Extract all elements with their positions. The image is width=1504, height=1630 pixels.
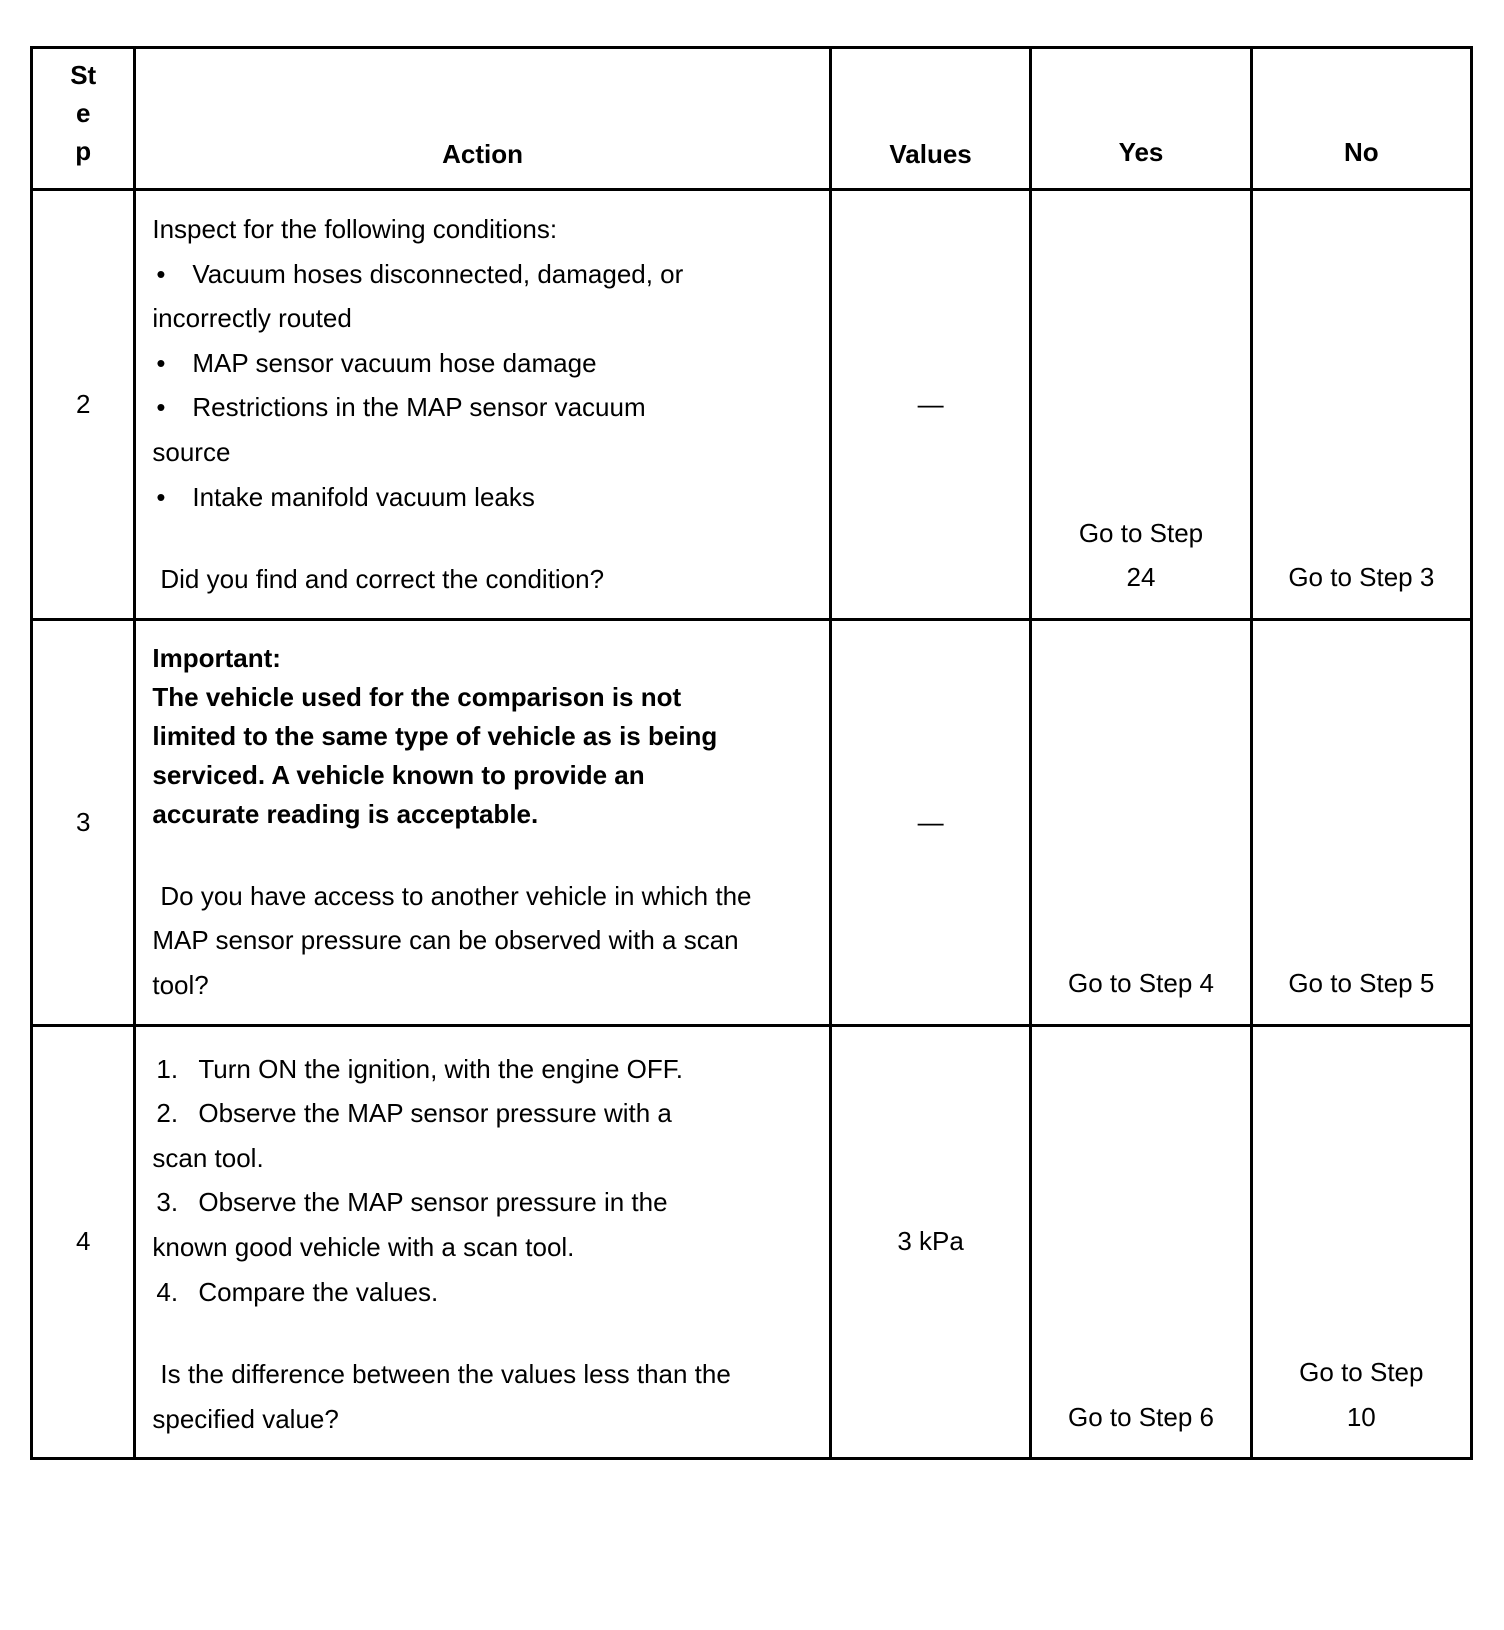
no-cell: Go to Step 5 [1251, 619, 1471, 1025]
yes-cell: Go to Step 4 [1031, 619, 1251, 1025]
bullet-item: • Vacuum hoses disconnected, damaged, or [156, 258, 684, 289]
value-cell: 3 kPa [830, 1025, 1030, 1459]
bullet-item: • Intake manifold vacuum leaks [156, 481, 535, 512]
header-no: No [1251, 48, 1471, 190]
header-step: St ep [32, 48, 135, 190]
table-row [32, 619, 1472, 1025]
important-label: Important: [152, 642, 281, 673]
no-cell: Go to Step 3 [1251, 190, 1471, 620]
numbered-item: 2. Observe the MAP sensor pressure with a [156, 1098, 672, 1129]
step-number: 4 [32, 1025, 135, 1459]
important-note: The vehicle used for the comparison is not limited to the same type of vehicle as is being serviced. A vehicle known to provide an accurate reading is acceptable. [152, 681, 718, 829]
table-row [32, 190, 1472, 620]
bullet-item-continued: source [152, 436, 231, 467]
step-number: 2 [32, 190, 135, 620]
action-question: Is the difference between the values less than the specified value? [152, 1359, 731, 1434]
bullet-item: • Restrictions in the MAP sensor vacuum [156, 392, 646, 423]
numbered-item: 4. Compare the values. [156, 1276, 439, 1307]
action-cell [135, 190, 830, 620]
yes-cell: Go to Step 6 [1031, 1025, 1251, 1459]
value-cell: — [830, 190, 1030, 620]
numbered-item: 3. Observe the MAP sensor pressure in the [156, 1187, 668, 1218]
header-action: Action [135, 48, 830, 190]
table-row [32, 1025, 1472, 1459]
action-question: Do you have access to another vehicle in which the MAP sensor pressure can be observed with a scan tool? [152, 880, 752, 1000]
header-yes: Yes [1031, 48, 1251, 190]
action-question: Did you find and correct the condition? [160, 564, 605, 595]
action-cell [135, 619, 830, 1025]
bullet-item-continued: incorrectly routed [152, 303, 352, 334]
numbered-item-continued: scan tool. [152, 1142, 264, 1173]
action-intro: Inspect for the following conditions: [152, 214, 558, 244]
diagnostic-table [30, 46, 1473, 1460]
header-row [32, 48, 1472, 190]
numbered-item-continued: known good vehicle with a scan tool. [152, 1231, 575, 1262]
step-number: 3 [32, 619, 135, 1025]
bullet-item: • MAP sensor vacuum hose damage [156, 347, 597, 378]
no-cell: Go to Step 10 [1251, 1025, 1471, 1459]
action-cell [135, 1025, 830, 1459]
header-values: Values [830, 48, 1030, 190]
numbered-item: 1. Turn ON the ignition, with the engine OFF. [156, 1053, 683, 1084]
value-cell: — [830, 619, 1030, 1025]
yes-cell: Go to Step 24 [1031, 190, 1251, 620]
